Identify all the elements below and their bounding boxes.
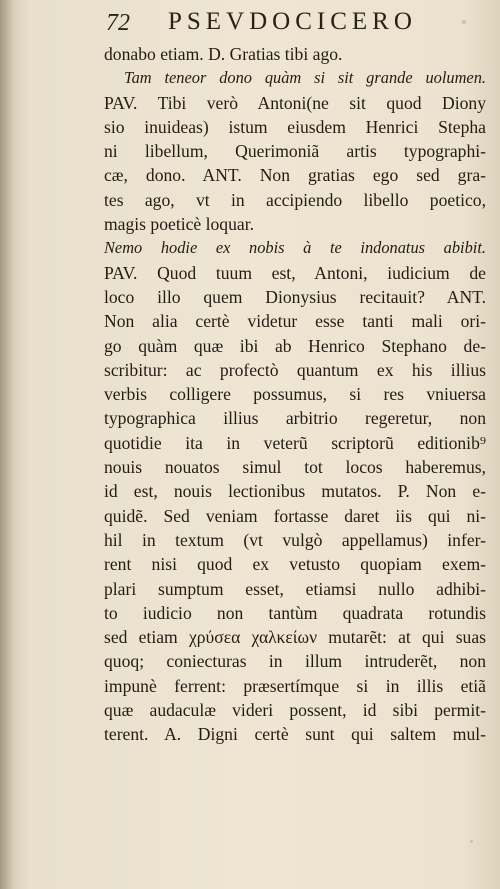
text-line: impunè ferrent: præsertímque si in illis etiã [104,675,486,696]
text-line: sio inuideas) istum eiusdem Henrici Stepha [104,116,486,137]
text-line: Nemo hodie ex nobis à te indonatus abibit. [104,238,486,258]
text-line: magis poeticè loquar. [104,214,254,235]
page-header [106,8,466,42]
text-line: Tam teneor dono quàm si sit grande uolumen. [124,68,486,88]
text-line: verbis colligere possumus, si res vniuersa [104,384,486,405]
text-line: plari sumptum esset, etiamsi nullo adhibi- [104,578,486,599]
spine-shadow [0,0,14,889]
text-line: quotidie ita in veterũ scriptorũ editionib⁹ [104,432,486,453]
text-line: quoq; coniecturas in illum intruderẽt, non [104,651,486,672]
text-line: cæ, dono. ANT. Non gratias ego sed gra- [104,165,486,186]
text-line: go quàm quæ ibi ab Henrico Stephano de- [104,335,486,356]
text-line: sed etiam χρύσεα χαλκείων mutarẽt: at qui suas [104,627,486,648]
text-line: scribitur: ac profectò quantum ex his illius [104,359,486,380]
paper-speck [470,840,473,843]
paper-speck [462,20,466,24]
text-line: rent nisi quod ex vetusto quopiam exem- [104,554,486,575]
text-line: loco illo quem Dionysius recitauit? ANT. [104,286,486,307]
text-line: quæ audaculæ videri possent, id sibi permit- [104,700,486,721]
text-line: id est, nouis lectionibus mutatos. P. Non e- [104,481,486,502]
body-text [104,42,486,747]
text-line: to iudicio non tantùm quadrata rotundis [104,602,486,623]
text-line: ni libellum, Querimoniã artis typographi- [104,141,486,162]
text-line: quidẽ. Sed veniam fortasse daret iis qui ni- [104,505,486,526]
text-line: Non alia certè videtur esse tanti mali ori- [104,311,486,332]
text-line: terent. A. Digni certè sunt qui saltem mul- [104,724,486,745]
text-line: tes ago, vt in accipiendo libello poetico, [104,189,486,210]
text-line: PAV. Tibi verò Antoni(ne sit quod Diony [104,92,486,113]
text-line: donabo etiam. D. Gratias tibi ago. [104,44,343,64]
running-head: PSEVDOCICERO [168,8,417,35]
text-line: typographica illius arbitrio regeretur, non [104,408,486,429]
text-line: nouis nouatos simul tot locos haberemus, [104,457,486,478]
text-line: hil in textum (vt vulgò appellamus) infer- [104,529,486,550]
text-line: PAV. Quod tuum est, Antoni, iudicium de [104,262,486,283]
page-number: 72 [106,10,130,36]
